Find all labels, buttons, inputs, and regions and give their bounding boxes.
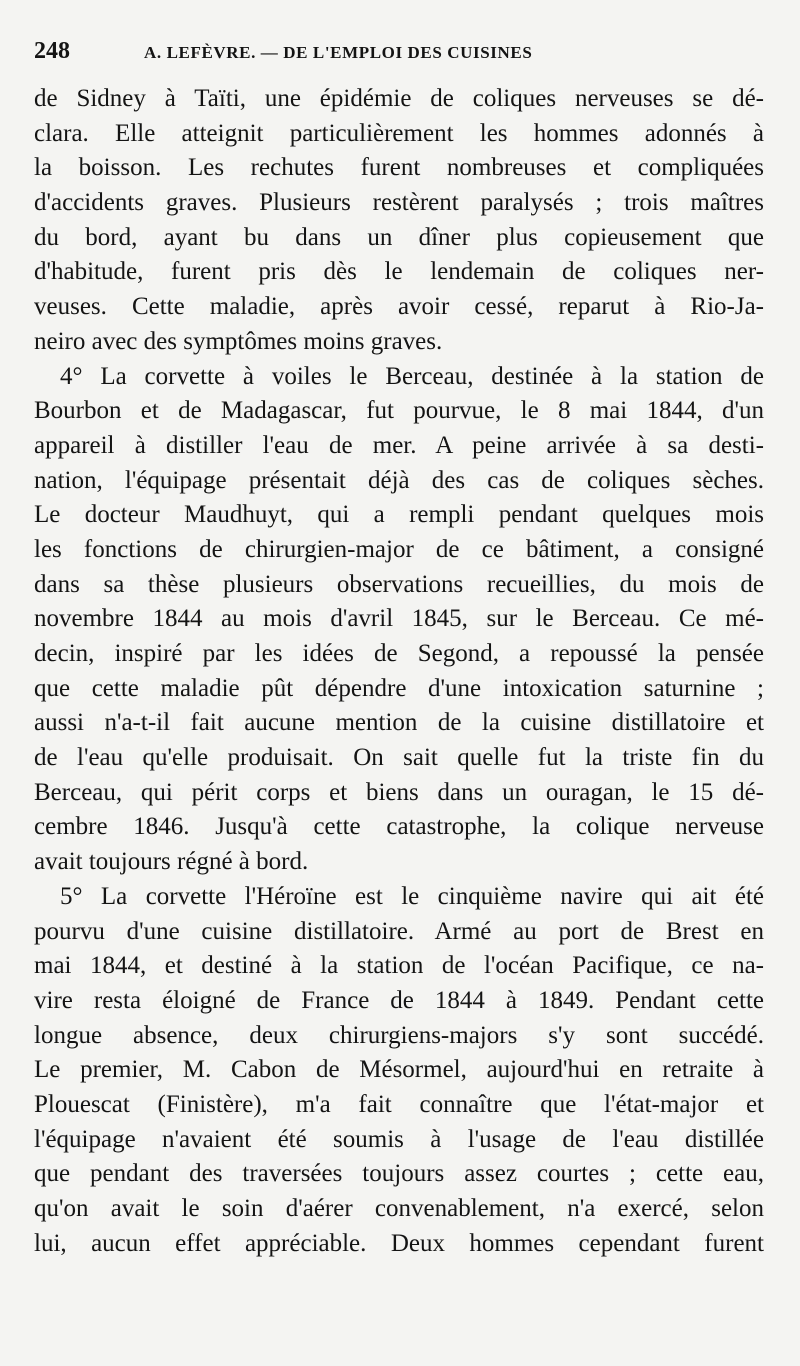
text-line: qu'on avait le soin d'aérer convenablement, n'a exercé, selon (34, 1195, 764, 1222)
text-line: novembre 1844 au mois d'avril 1845, sur le Berceau. Ce mé- (34, 605, 764, 633)
text-line: pourvu d'une cuisine distillatoire. Armé au port de Brest en (34, 917, 764, 945)
text-line: 4° La corvette à voiles le Berceau, destinée à la station de (60, 362, 764, 390)
text-line: appareil à distiller l'eau de mer. A peine arrivée à sa desti- (34, 431, 764, 459)
text-line: la boisson. Les rechutes furent nombreuses et compliquées (34, 154, 764, 182)
text-line: aussi n'a-t-il fait aucune mention de la cuisine distillatoire et (34, 709, 764, 737)
text-line: clara. Elle atteignit particulièrement les hommes adonnés à (34, 119, 764, 147)
body-text (34, 82, 764, 1261)
text-line: vire resta éloigné de France de 1844 à 1849. Pendant cette (34, 986, 764, 1014)
text-line: de l'eau qu'elle produisait. On sait quelle fut la triste fin du (34, 744, 764, 772)
text-line: cembre 1846. Jusqu'à cette catastrophe, la colique nerveuse (34, 813, 764, 841)
text-line: longue absence, deux chirurgiens-majors s'y sont succédé. (34, 1021, 764, 1049)
text-line: que pendant des traversées toujours assez courtes ; cette eau, (34, 1160, 764, 1188)
text-line: les fonctions de chirurgien-major de ce bâtiment, a consigné (34, 535, 764, 563)
text-line: que cette maladie pût dépendre d'une intoxication saturnine ; (34, 674, 764, 702)
page-number: 248 (34, 38, 70, 64)
text-line: decin, inspiré par les idées de Segond, a repoussé la pensée (34, 640, 764, 667)
text-line: Bourbon et de Madagascar, fut pourvue, le 8 mai 1844, d'un (34, 397, 764, 425)
text-line: mai 1844, et destiné à la station de l'océan Pacifique, ce na- (34, 952, 764, 980)
text-line: 5° La corvette l'Héroïne est le cinquième navire qui ait été (60, 882, 764, 910)
text-line: dans sa thèse plusieurs observations recueillies, du mois de (34, 570, 764, 598)
text-line: du bord, ayant bu dans un dîner plus copieusement que (34, 223, 764, 251)
text-line: l'équipage n'avaient été soumis à l'usage de l'eau distillée (34, 1125, 764, 1153)
text-line: Le premier, M. Cabon de Mésormel, aujourd'hui en retraite à (34, 1056, 764, 1084)
text-line: neiro avec des symptômes moins graves. (34, 327, 443, 355)
text-line: d'accidents graves. Plusieurs restèrent paralysés ; trois maîtres (34, 189, 764, 217)
page-header (34, 38, 764, 74)
text-line: Berceau, qui périt corps et biens dans un ouragan, le 15 dé- (34, 778, 764, 806)
text-line: avait toujours régné à bord. (34, 848, 309, 876)
running-head: A. LEFÈVRE. — DE L'EMPLOI DES CUISINES (144, 43, 533, 62)
text-line: lui, aucun effet appréciable. Deux hommes cependant furent (34, 1229, 764, 1257)
text-line: Plouescat (Finistère), m'a fait connaître que l'état-major et (34, 1090, 764, 1118)
text-line: nation, l'équipage présentait déjà des cas de coliques sèches. (34, 466, 764, 494)
text-line: d'habitude, furent pris dès le lendemain de coliques ner- (34, 258, 764, 286)
text-line: Le docteur Maudhuyt, qui a rempli pendant quelques mois (34, 501, 764, 529)
text-line: de Sidney à Taïti, une épidémie de coliques nerveuses se dé- (34, 85, 764, 112)
text-line: veuses. Cette maladie, après avoir cessé, reparut à Rio-Ja- (34, 293, 764, 321)
